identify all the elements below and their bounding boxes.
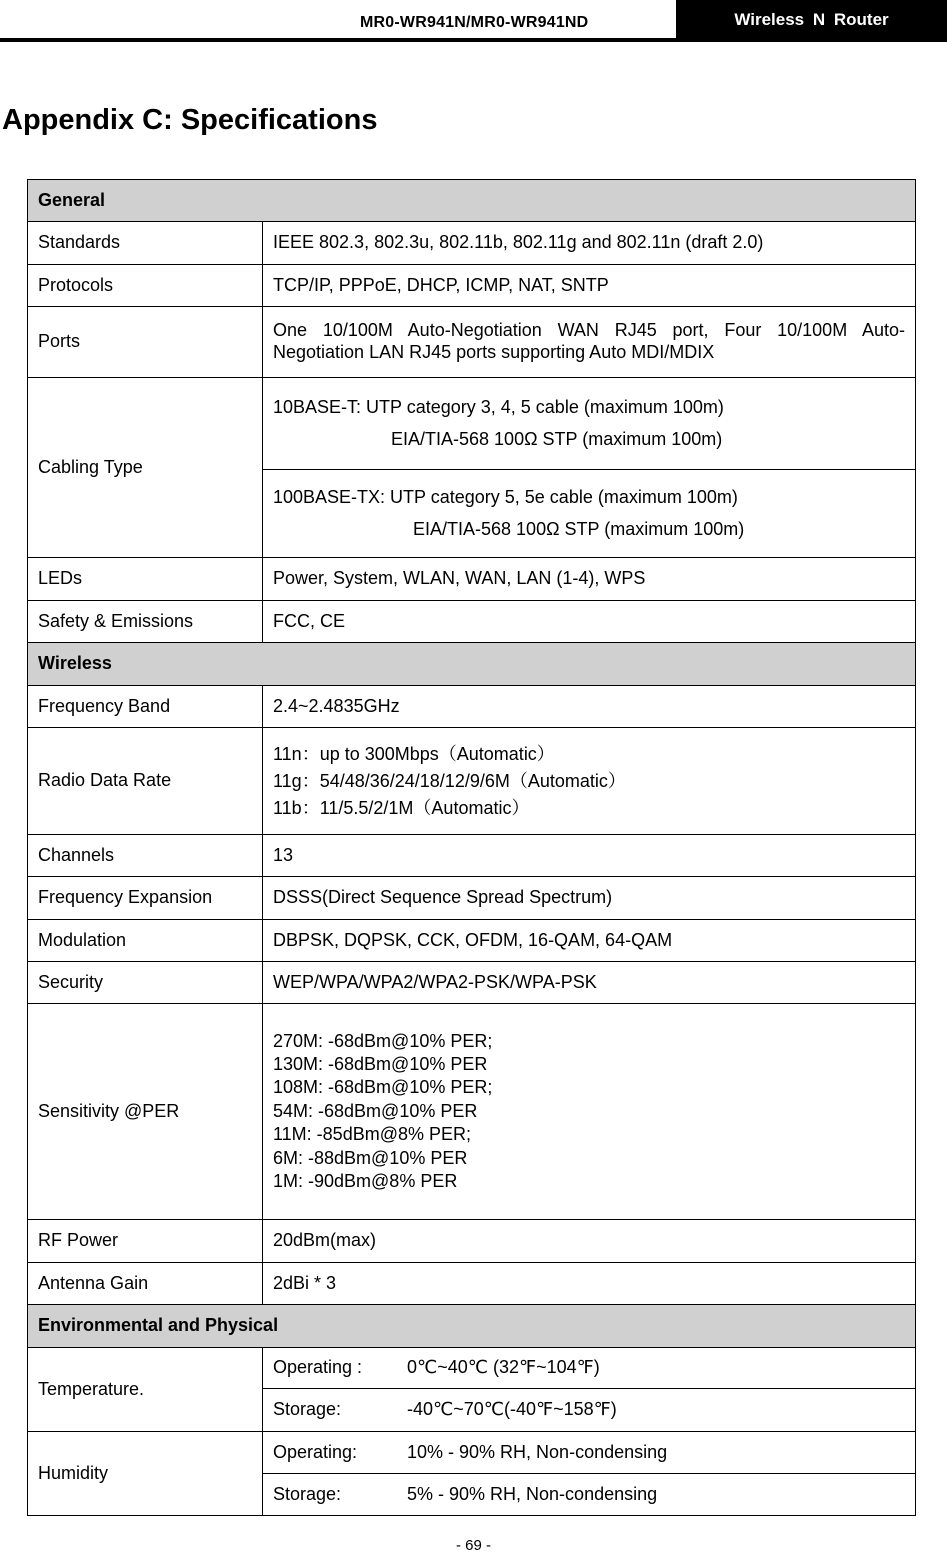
- table-row: [28, 1432, 916, 1474]
- section-title: General: [28, 180, 916, 222]
- header-rule: [0, 38, 947, 42]
- spec-label: Temperature.: [28, 1348, 263, 1432]
- spec-value: DBPSK, DQPSK, CCK, OFDM, 16-QAM, 64-QAM: [263, 920, 916, 962]
- spec-value: IEEE 802.3, 802.3u, 802.11b, 802.11g and 802.11n (draft 2.0): [263, 222, 916, 265]
- hum-storage-label: Storage:: [273, 1483, 342, 1504]
- spec-value: 2.4~2.4835GHz: [263, 686, 916, 728]
- spec-value: [263, 1474, 916, 1516]
- spec-value: 20dBm(max): [263, 1220, 916, 1263]
- table-row: [28, 307, 916, 378]
- spec-label: Radio Data Rate: [28, 728, 263, 835]
- spec-label: Safety & Emissions: [28, 601, 263, 643]
- spec-value: [263, 728, 916, 835]
- table-row: [28, 686, 916, 728]
- spec-label: Modulation: [28, 920, 263, 962]
- cabling-100base-line1: 100BASE-TX: UTP category 5, 5e cable (maximum 100m): [273, 487, 738, 507]
- spec-label: Sensitivity @PER: [28, 1004, 263, 1220]
- spec-value: TCP/IP, PPPoE, DHCP, ICMP, NAT, SNTP: [263, 265, 916, 307]
- page-number: - 69 -: [455, 1537, 491, 1554]
- temp-operating-value: 0℃~40℃ (32℉~104℉): [407, 1357, 600, 1378]
- specifications-table: [27, 179, 916, 1516]
- section-title: Wireless: [28, 643, 916, 686]
- section-wireless: [28, 643, 916, 686]
- hum-operating-label: Operating:: [273, 1441, 358, 1462]
- header-product-tab: Wireless N Router: [676, 0, 947, 40]
- temp-storage-value: -40℃~70℃(-40℉~158℉): [407, 1399, 617, 1420]
- section-title: Environmental and Physical: [28, 1305, 916, 1348]
- spec-label: Protocols: [28, 265, 263, 307]
- sensitivity-line: 1M: -90dBm@8% PER: [273, 1170, 458, 1191]
- hum-storage-value: 5% - 90% RH, Non-condensing: [407, 1483, 658, 1504]
- sensitivity-line: 130M: -68dBm@10% PER: [273, 1054, 488, 1075]
- table-row: [28, 920, 916, 962]
- spec-value: [263, 1348, 916, 1389]
- table-row: [28, 1004, 916, 1220]
- section-environmental: [28, 1305, 916, 1348]
- spec-value: DSSS(Direct Sequence Spread Spectrum): [263, 877, 916, 920]
- table-row: [28, 265, 916, 307]
- page-header: [0, 0, 947, 40]
- table-row: [28, 1220, 916, 1263]
- sensitivity-line: 11M: -85dBm@8% PER;: [273, 1124, 472, 1145]
- spec-value: FCC, CE: [263, 601, 916, 643]
- spec-value: WEP/WPA/WPA2/WPA2-PSK/WPA-PSK: [263, 962, 916, 1004]
- spec-value: [263, 1432, 916, 1474]
- spec-label: LEDs: [28, 558, 263, 601]
- spec-label: Frequency Band: [28, 686, 263, 728]
- radio-rate-11n: 11n：up to 300Mbps（Automatic）: [273, 743, 555, 764]
- spec-value: 2dBi * 3: [263, 1263, 916, 1305]
- header-model: MR0-WR941N/MR0-WR941ND: [360, 14, 589, 31]
- radio-rate-11b: 11b：11/5.5/2/1M（Automatic）: [273, 797, 530, 818]
- spec-label: Cabling Type: [28, 378, 263, 558]
- spec-label: Antenna Gain: [28, 1263, 263, 1305]
- table-row: [28, 962, 916, 1004]
- table-row: [28, 877, 916, 920]
- spec-label: Security: [28, 962, 263, 1004]
- sensitivity-line: 54M: -68dBm@10% PER: [273, 1100, 478, 1121]
- table-row: [28, 601, 916, 643]
- sensitivity-line: 270M: -68dBm@10% PER;: [273, 1030, 493, 1051]
- spec-value: [263, 470, 916, 558]
- section-general: [28, 180, 916, 222]
- spec-value: One 10/100M Auto-Negotiation WAN RJ45 port, Four 10/100M Auto-Negotiation LAN RJ45 ports supporting Auto MDI/MDIX: [263, 307, 916, 378]
- spec-value: [263, 1004, 916, 1220]
- table-row: [28, 558, 916, 601]
- spec-value: 13: [263, 835, 916, 877]
- radio-rate-11g: 11g：54/48/36/24/18/12/9/6M（Automatic）: [273, 770, 626, 791]
- table-row: [28, 1263, 916, 1305]
- temp-operating-label: Operating :: [273, 1357, 363, 1378]
- table-row: [28, 1348, 916, 1389]
- spec-value: [263, 1389, 916, 1432]
- hum-operating-value: 10% - 90% RH, Non-condensing: [407, 1441, 668, 1462]
- sensitivity-line: 108M: -68dBm@10% PER;: [273, 1077, 493, 1098]
- sensitivity-line: 6M: -88dBm@10% PER: [273, 1147, 468, 1168]
- table-row: [28, 728, 916, 835]
- temp-storage-label: Storage:: [273, 1399, 342, 1420]
- table-row: [28, 378, 916, 470]
- spec-label: Channels: [28, 835, 263, 877]
- spec-value: Power, System, WLAN, WAN, LAN (1-4), WPS: [263, 558, 916, 601]
- spec-label: Ports: [28, 307, 263, 378]
- table-row: [28, 835, 916, 877]
- spec-label: Frequency Expansion: [28, 877, 263, 920]
- page-title: Appendix C: Specifications: [2, 104, 378, 136]
- spec-label: RF Power: [28, 1220, 263, 1263]
- cabling-10base-line1: 10BASE-T: UTP category 3, 4, 5 cable (maximum 100m): [273, 397, 724, 417]
- spec-value: [263, 378, 916, 470]
- cabling-100base-line2: EIA/TIA-568 100Ω STP (maximum 100m): [413, 518, 745, 539]
- table-row: [28, 222, 916, 265]
- spec-label: Standards: [28, 222, 263, 265]
- spec-label: Humidity: [28, 1432, 263, 1516]
- cabling-10base-line2: EIA/TIA-568 100Ω STP (maximum 100m): [391, 428, 723, 449]
